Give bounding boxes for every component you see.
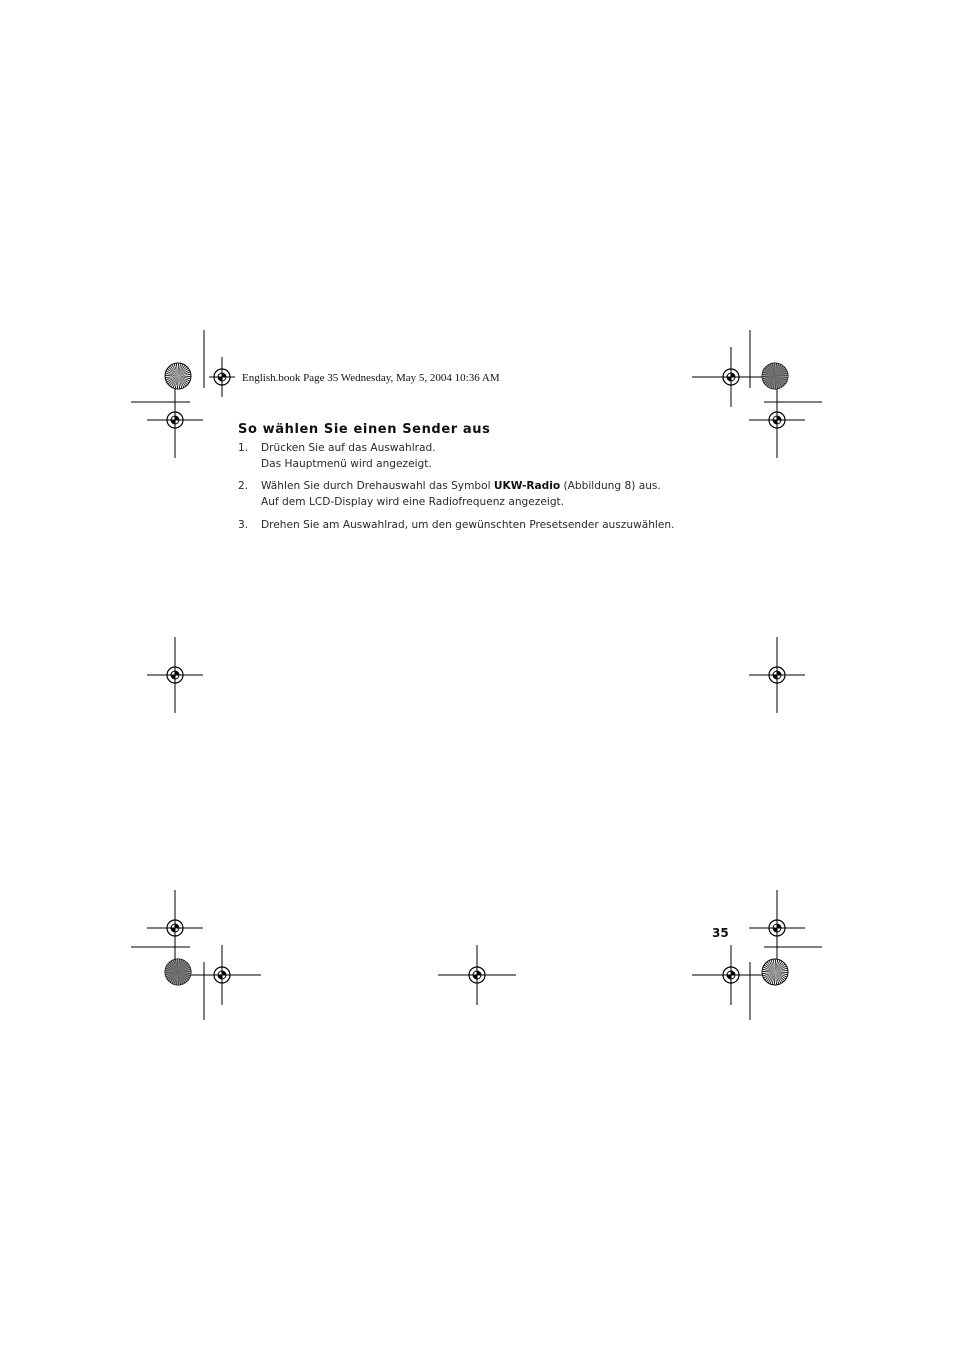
step-line: Drehen Sie am Auswahlrad, um den gewünschten Presetsender auszuwählen. — [261, 519, 675, 531]
step-line: Drücken Sie auf das Auswahlrad. — [261, 442, 436, 454]
step-text — [261, 517, 674, 533]
section-heading: So wählen Sie einen Sender aus — [238, 422, 491, 437]
registration-target-icon — [183, 945, 261, 1005]
registration-target-icon — [692, 347, 770, 407]
starburst-icon — [762, 363, 788, 389]
registration-target-icon — [749, 382, 805, 458]
starburst-icon — [165, 363, 191, 389]
step-number: 1. — [238, 442, 249, 454]
print-slug: English.book Page 35 Wednesday, May 5, 2004 10:36 AM — [242, 372, 500, 384]
page-number: 35 — [712, 926, 729, 940]
registration-target-icon — [749, 890, 805, 966]
registration-target-icon — [209, 357, 235, 397]
step-result-line: Das Hauptmenü wird angezeigt. — [261, 458, 432, 470]
step-number: 2. — [238, 480, 249, 492]
step-text — [261, 440, 436, 472]
starburst-icon — [165, 959, 191, 985]
symbol-name: UKW-Radio — [493, 480, 561, 492]
registration-target-icon — [147, 890, 203, 966]
step-text-after: (Abbildung 8) aus. — [560, 480, 661, 492]
registration-target-icon — [438, 945, 516, 1005]
step-result-line: Auf dem LCD-Display wird eine Radiofrequenz angezeigt. — [261, 496, 565, 508]
registration-target-icon — [749, 637, 805, 713]
step-number: 3. — [238, 519, 249, 531]
registration-target-icon — [692, 945, 770, 1005]
step-line — [261, 478, 661, 494]
step-text-before: Wählen Sie durch Drehauswahl das Symbol — [261, 480, 494, 492]
registration-target-icon — [147, 637, 203, 713]
step-text — [261, 478, 661, 510]
registration-target-icon — [147, 382, 203, 458]
starburst-icon — [762, 959, 788, 985]
